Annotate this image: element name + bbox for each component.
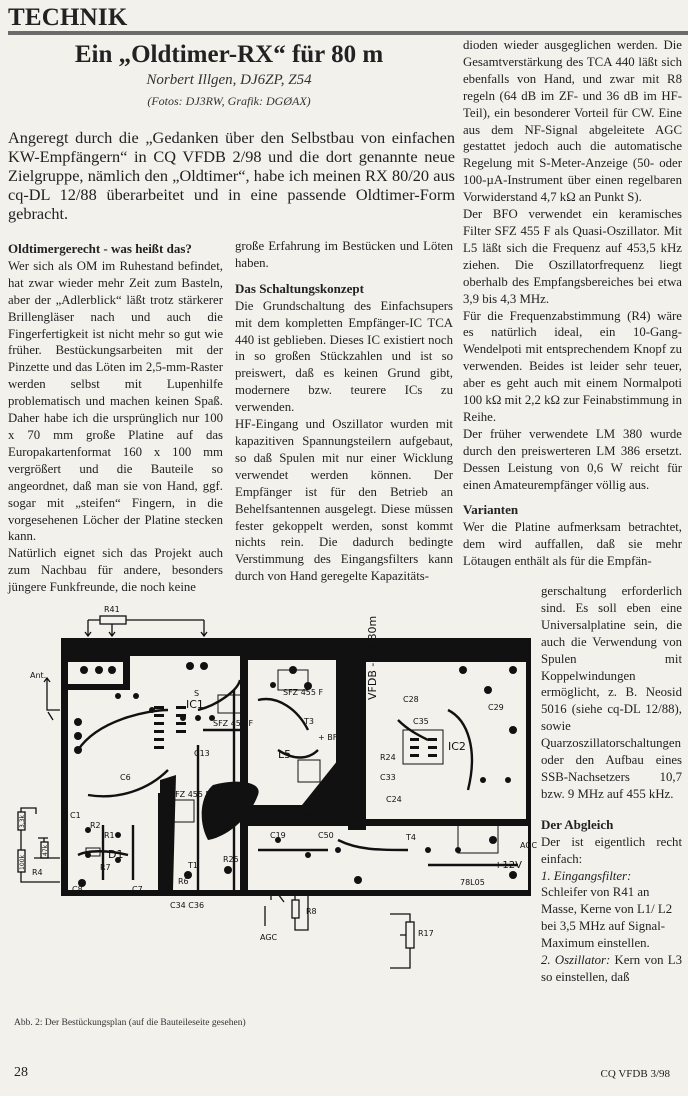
lead-paragraph: Angeregt durch die „Gedanken über den Selbstbau von einfachen KW-Empfängern“ in CQ VFDB 2/98 und die dort genannte neue Zielgruppe, nämlich den „Oldtimer“, habe ich meinen RX 80/20 aus cq-DL 12/88 überarbeitet und in eine passende Oldtimer-Form gebracht.	[8, 128, 455, 223]
label-78l05: 78L05	[460, 878, 485, 887]
subheading-varianten: Varianten	[463, 502, 519, 518]
label-r7: R7	[100, 863, 111, 872]
label-c8: C8	[72, 885, 83, 894]
label-sfz1: SFZ 455 F	[213, 719, 254, 728]
step-label: 1. Eingangsfilter:	[541, 868, 632, 883]
label-s: S	[194, 689, 200, 698]
subheading-schaltungskonzept: Das Schaltungskonzept	[235, 280, 364, 296]
column-3-narrow	[541, 583, 682, 986]
paragraph: HF-Eingang und Oszillator wurden mit kapazitiven Spannungsteilern aufgebaut, so daß Spulen mit nur einer Wicklung verwendet werden können. Der Empfänger ist für den Betrieb an Behelfsantennen ausgelegt. Diese müssen fester gekoppelt werden, sonst kommt nichts rein. Die dadurch bedingte Verstimmung des Eingangsfilters kann durch von Hand geregelte Kapazitäts-	[235, 417, 453, 584]
label-l5: L5	[278, 748, 292, 761]
label-c19: C19	[270, 831, 286, 840]
label-c29: C29	[488, 703, 504, 712]
label-sfz2: SFZ 455 F	[283, 688, 324, 697]
column-1	[8, 241, 223, 596]
label-47k: 47k	[42, 844, 49, 856]
paragraph: Der BFO verwendet ein keramisches Filter SFZ 455 F als Quasi-Oszillator. Mit L5 läßt sich die Frequenz auf 453,5 kHz ziehen. Die Oszillatorfrequenz liegt oberhalb des Empfangsbereiches bei etwa 3,9 bis 4,3 MHz.	[463, 207, 682, 306]
label-r25: R25	[223, 855, 239, 864]
label-t4: T4	[406, 833, 416, 842]
figure-caption: Abb. 2: Der Bestückungsplan (auf die Bauteileseite gesehen)	[14, 1018, 246, 1028]
step-text: Kern von L3 so einstellen, daß	[541, 953, 682, 984]
pcb-layout-figure	[8, 600, 538, 1012]
subheading-abgleich: Der Abgleich	[541, 816, 614, 832]
label-sfz3: SFZ 455 F	[170, 790, 211, 799]
section-heading: TECHNIK	[8, 4, 128, 31]
paragraph: Die Grundschaltung des Einfachsupers mit dem kompletten Empfänger-IC TCA 440 ist geblieben. Dieses IC existiert noch in so großen Stückzahlen und ist so preiswert, daß es keinen Grund gibt, modernere bzw. teurere ICs zu verwenden.	[235, 298, 453, 415]
column-3	[463, 37, 682, 570]
label-ant: Ant.	[30, 671, 47, 680]
label-board-name: VFDB - RX 80m	[366, 615, 379, 700]
article-title: Ein „Oldtimer-RX“ für 80 m	[74, 41, 384, 68]
label-100k: 100k	[19, 855, 26, 870]
label-c33: C33	[380, 773, 396, 782]
label-r17: R17	[418, 929, 434, 938]
label-c28: C28	[403, 695, 419, 704]
label-c24: C24	[386, 795, 402, 804]
page-number: 28	[14, 1065, 28, 1080]
resistor-r17	[406, 922, 414, 948]
subheading-oldtimergerecht: Oldtimergerecht - was heißt das?	[8, 241, 192, 256]
paragraph: gerschaltung erforderlich sind. Es soll eben eine Universalplatine sein, die auch die Verwendung von Spulen mit Koppelwindungen ermöglicht, z. B. Neosid 5016 (siehe cq-DL 12/88), sowie Quarzoszillatorschaltungen oder den Aufbau eines SSB-Nachsetzers 10,7 bzw. 9 MHz auf 455 kHz.	[541, 584, 682, 801]
label-agc-right: AGC	[520, 841, 538, 850]
article-byline: Norbert Illgen, DJ6ZP, Z54	[146, 72, 312, 88]
magazine-issue: CQ VFDB 3/98	[600, 1068, 670, 1080]
label-r2: R2	[90, 821, 101, 830]
paragraph: große Erfahrung im Bestücken und Löten haben.	[235, 239, 453, 270]
paragraph: Wer die Platine aufmerksam betrachtet, dem wird auffallen, daß sie mehr Lötaugen enthält als für die Empfän-	[463, 520, 682, 569]
label-r6: R6	[178, 877, 189, 886]
heading-rule	[8, 31, 688, 35]
label-r24: R24	[380, 753, 396, 762]
label-c1: C1	[70, 811, 81, 820]
label-t1: T1	[188, 861, 198, 870]
column-2	[235, 238, 453, 585]
label-ic1: IC1	[186, 698, 204, 711]
label-c34-c36: C34 C36	[170, 901, 205, 910]
step-text: Schleifer von R41 an Masse, Kerne von L1/ L2 bei 3,5 MHz auf Signal-Maximum einstellen.	[541, 885, 673, 951]
label-agc-bottom: AGC	[260, 933, 278, 942]
label-c7: C7	[132, 885, 143, 894]
paragraph: Für die Frequenzabstimmung (R4) wäre es natürlich ideal, ein 10-Gang-Wendelpoti mit entsprechendem Knopf zu verwenden. Beides ist leider sehr teuer, aber es geht auch mit einem Normalpoti 100 kΩ mit 2,2 kΩ zur Feinabstimmung in Reihe.	[463, 308, 682, 424]
label-r8: R8	[306, 907, 317, 916]
label-c13: C13	[194, 749, 210, 758]
resistor-r8	[292, 900, 299, 918]
resistor-r41	[100, 616, 126, 624]
pcb-drawing	[8, 600, 538, 1012]
paragraph	[541, 868, 682, 953]
paragraph	[541, 952, 682, 986]
label-d1: D1	[108, 848, 124, 861]
paragraph: Der früher verwendete LM 380 wurde durch den preiswerteren LM 386 ersetzt. Dessen Leistung von 0,6 W reicht für einen Amateurempfänger völlig aus.	[463, 426, 682, 492]
label-c6: C6	[120, 773, 131, 782]
label-12v: +12V	[494, 860, 522, 871]
label-r1: R1	[104, 831, 115, 840]
label-c35: C35	[413, 717, 429, 726]
step-label: 2. Oszillator:	[541, 953, 611, 968]
article-credits: (Fotos: DJ3RW, Grafik: DGØAX)	[147, 94, 311, 108]
label-c50: C50	[318, 831, 334, 840]
label-ic2: IC2	[448, 740, 466, 753]
label-t3: T3	[304, 717, 314, 726]
label-r4: R4	[32, 868, 43, 877]
paragraph: Wer sich als OM im Ruhestand befindet, hat zwar wieder mehr Zeit zum Basteln, aber der „Adlerblick“ läßt trotz stärkerer Brillengläser nach und auch die Fingerfertigkeit ist nicht mehr so gut wie früher. Bestückungsarbeiten mit der Pinzette und das Löten im 2,5-mm-Raster werden selbst mit Lupenhilfe problematisch und machen keinen Spaß. Daher habe ich die ursprünglich nur 100 x 70 mm große Platine auf das Europakartenformat 160 x 100 mm vergrößert und die Bauteile so angeordnet, daß man sie von Hand, ggf. sogar mit „steifen“ Fingern, in die vorgesehenen Löcher der Platine stecken kann.	[8, 258, 223, 544]
paragraph: Der ist eigentlich recht einfach:	[541, 834, 682, 866]
label-r41: R41	[104, 605, 120, 614]
label-3k3: 3,3k	[19, 814, 26, 828]
paragraph: Natürlich eignet sich das Projekt auch zum Nachbau für andere, besonders jüngere Funkfreunde, die noch keine	[8, 546, 223, 595]
paragraph: dioden wieder ausgeglichen werden. Die Gesamtverstärkung des TCA 440 läßt sich ebenfalls von Hand, und zwar mit R8 regeln (64 dB im ZF- und 36 dB im HF-Teil), ein besonderer Vorteil für CW. Eine aus dem NF-Signal abgeleitete AGC gestattet jedoch auch die automatische Regelung mit S-Meter-Anzeige (50- oder 100-µA-Instrument über einen regelbaren Vorwiderstand 4,7 kΩ an Punkt S).	[463, 38, 682, 205]
label-d2: D2	[304, 809, 316, 818]
label-bfo: + BFO	[318, 733, 344, 742]
